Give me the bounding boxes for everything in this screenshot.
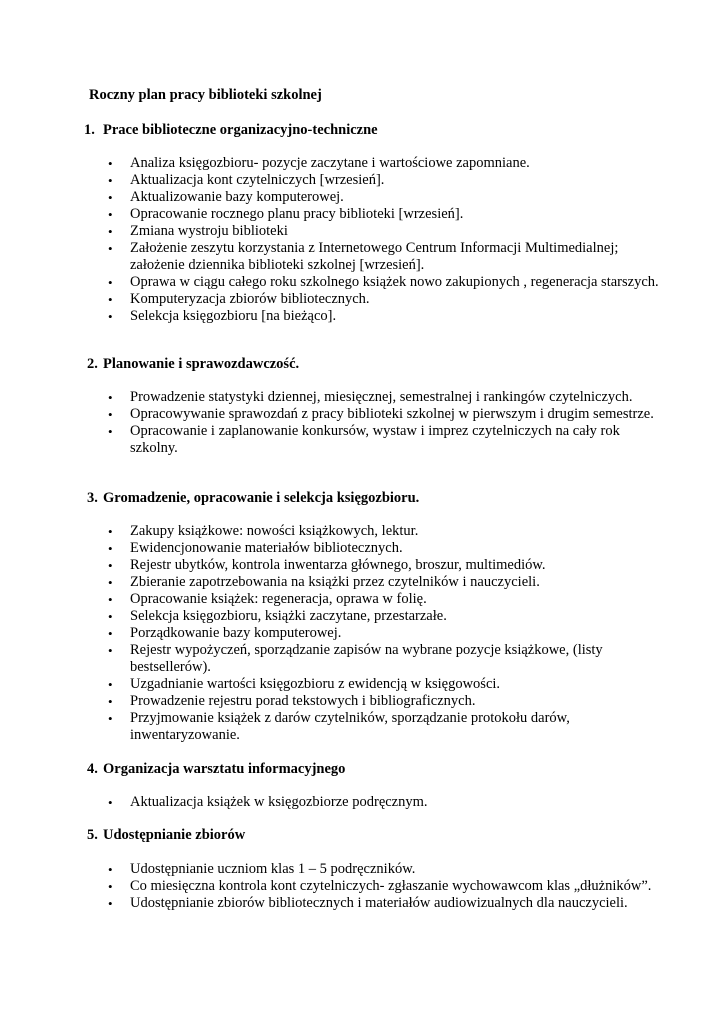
list-item [0,693,725,710]
section-heading [87,356,299,373]
bullet-icon: • [108,241,113,256]
item-text: Aktualizowanie bazy komputerowej. [130,189,344,205]
item-text: Przyjmowanie książek z darów czytelników, sporządzanie protokołu darów, inwentaryzowanie. [130,710,570,743]
bullet-icon: • [108,795,113,810]
bullet-icon: • [108,541,113,556]
list-item [0,389,725,406]
bullet-icon: • [108,711,113,726]
section-heading [87,761,345,778]
section-title: Planowanie i sprawozdawczość. [103,356,300,372]
item-list [0,155,725,325]
section-heading [87,827,245,844]
item-text: Ewidencjonowanie materiałów bibliotecznych. [130,540,403,556]
list-item [0,794,725,811]
item-text: Porządkowanie bazy komputerowej. [130,625,342,641]
item-text: Zakupy książkowe: nowości książkowych, lektur. [130,523,419,539]
item-text: Założenie zeszytu korzystania z Internetowego Centrum Informacji Multimedialnej; założenie dziennika biblioteki szkolnej [wrzesień]. [130,240,619,273]
item-text: Opracowanie książek: regeneracja, oprawa w folię. [130,591,427,607]
item-text: Zmiana wystroju biblioteki [130,223,288,239]
section-title: Gromadzenie, opracowanie i selekcja księgozbioru. [103,490,420,506]
list-item [0,557,725,574]
item-text: Co miesięczna kontrola kont czytelniczych- zgłaszanie wychowawcom klas „dłużników”. [130,878,652,894]
section-number: 2. [87,356,98,372]
list-item [0,574,725,591]
item-text: Selekcja księgozbioru, książki zaczytane, przestarzałe. [130,608,447,624]
section-heading [87,490,419,507]
list-item [0,878,725,895]
item-text: Udostępnianie zbiorów bibliotecznych i materiałów audiowizualnych dla nauczycieli. [130,895,628,911]
item-text: Prowadzenie statystyki dziennej, miesięcznej, semestralnej i rankingów czytelniczych. [130,389,633,405]
bullet-icon: • [108,190,113,205]
list-item [0,206,725,223]
item-text: Opracowywanie sprawozdań z pracy biblioteki szkolnej w pierwszym i drugim semestrze. [130,406,654,422]
bullet-icon: • [108,575,113,590]
item-text: Rejestr ubytków, kontrola inwentarza głównego, broszur, multimediów. [130,557,546,573]
list-item [0,423,725,457]
item-text: Uzgadnianie wartości księgozbioru z ewidencją w księgowości. [130,676,501,692]
list-item [0,308,725,325]
list-item [0,406,725,423]
item-text: Aktualizacja książek w księgozbiorze podręcznym. [130,794,428,810]
item-text: Opracowanie i zaplanowanie konkursów, wystaw i imprez czytelniczych na cały rok szkolny. [130,423,620,456]
item-text: Aktualizacja kont czytelniczych [wrzesień]. [130,172,385,188]
list-item [0,189,725,206]
item-list [0,389,725,457]
bullet-icon: • [108,156,113,171]
list-item [0,710,725,744]
list-item [0,172,725,189]
bullet-icon: • [108,626,113,641]
item-list [0,794,725,811]
list-item [0,540,725,557]
list-item [0,291,725,308]
bullet-icon: • [108,592,113,607]
bullet-icon: • [108,424,113,439]
item-text: Udostępnianie uczniom klas 1 – 5 podręczników. [130,861,416,877]
item-text: Rejestr wypożyczeń, sporządzanie zapisów na wybrane pozycje książkowe, (listy bestsellerów). [130,642,603,675]
list-item [0,642,725,676]
bullet-icon: • [108,275,113,290]
bullet-icon: • [108,609,113,624]
section-number: 5. [87,827,98,843]
bullet-icon: • [108,407,113,422]
bullet-icon: • [108,309,113,324]
bullet-icon: • [108,292,113,307]
section-number: 3. [87,490,98,506]
section-heading [84,122,378,139]
bullet-icon: • [108,896,113,911]
section-title: Organizacja warsztatu informacyjnego [103,761,346,777]
bullet-icon: • [108,224,113,239]
bullet-icon: • [108,862,113,877]
list-item [0,155,725,172]
item-text: Analiza księgozbioru- pozycje zaczytane i wartościowe zapomniane. [130,155,530,171]
item-text: Opracowanie rocznego planu pracy biblioteki [wrzesień]. [130,206,464,222]
list-item [0,591,725,608]
list-item [0,223,725,240]
item-text: Komputeryzacja zbiorów bibliotecznych. [130,291,370,307]
bullet-icon: • [108,694,113,709]
bullet-icon: • [108,643,113,658]
bullet-icon: • [108,207,113,222]
list-item [0,861,725,878]
list-item [0,240,725,274]
item-text: Zbieranie zapotrzebowania na książki przez czytelników i nauczycieli. [130,574,540,590]
list-item [0,625,725,642]
list-item [0,676,725,693]
item-text: Selekcja księgozbioru [na bieżąco]. [130,308,337,324]
list-item [0,274,725,291]
list-item [0,608,725,625]
bullet-icon: • [108,524,113,539]
bullet-icon: • [108,390,113,405]
section-title: Udostępnianie zbiorów [103,827,246,843]
item-list [0,861,725,912]
bullet-icon: • [108,173,113,188]
list-item [0,523,725,540]
list-item [0,895,725,912]
section-number: 1. [84,122,95,138]
item-text: Oprawa w ciągu całego roku szkolnego książek nowo zakupionych , regeneracja starszych. [130,274,659,290]
bullet-icon: • [108,677,113,692]
section-title: Prace biblioteczne organizacyjno-techniczne [103,122,378,138]
bullet-icon: • [108,879,113,894]
bullet-icon: • [108,558,113,573]
item-text: Prowadzenie rejestru porad tekstowych i bibliograficznych. [130,693,476,709]
section-number: 4. [87,761,98,777]
item-list [0,523,725,744]
document-title: Roczny plan pracy biblioteki szkolnej [89,87,322,103]
